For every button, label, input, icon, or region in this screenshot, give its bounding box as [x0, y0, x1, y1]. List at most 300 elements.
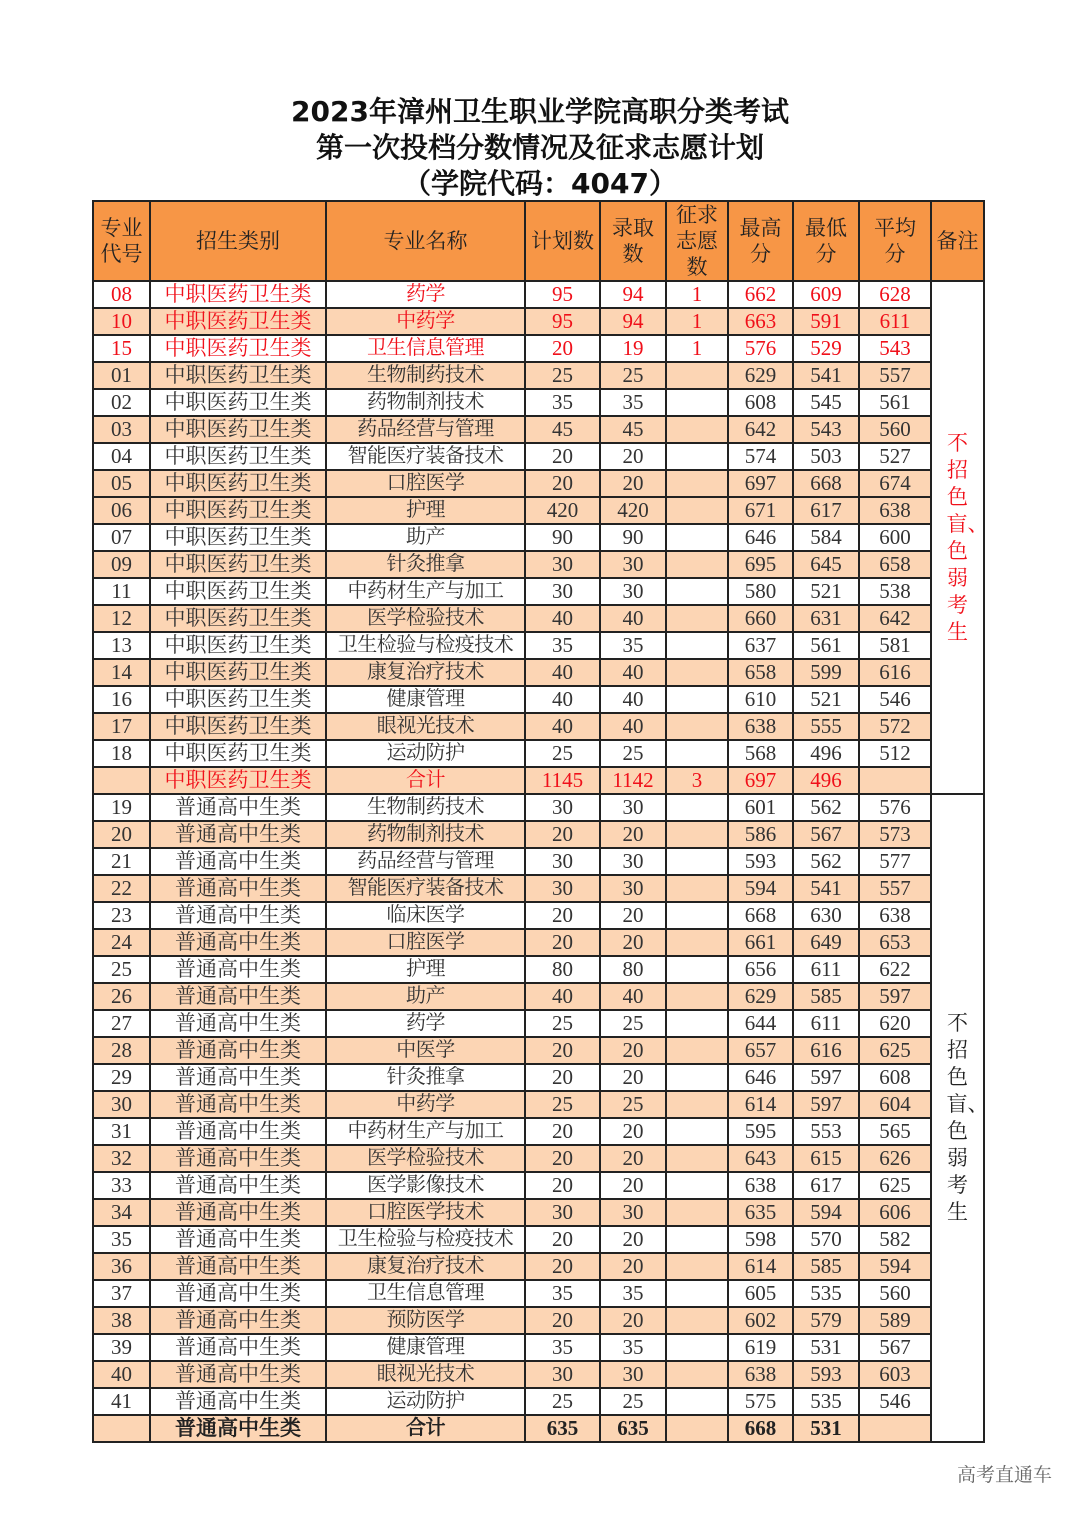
- cell-solicit: [666, 632, 728, 659]
- cell-min: 579: [793, 1307, 859, 1334]
- cell-max: 619: [728, 1334, 793, 1361]
- cell-code: 07: [93, 524, 150, 551]
- cell-avg: 625: [859, 1172, 931, 1199]
- table-row: [93, 794, 984, 821]
- cell-solicit: [666, 1415, 728, 1442]
- cell-category: 普通高中生类: [150, 1388, 326, 1415]
- cell-code: 01: [93, 362, 150, 389]
- cell-solicit: [666, 1091, 728, 1118]
- cell-code: 11: [93, 578, 150, 605]
- cell-category: 中职医药卫生类: [150, 605, 326, 632]
- cell-min: 555: [793, 713, 859, 740]
- cell-max: 614: [728, 1091, 793, 1118]
- cell-max: 662: [728, 281, 793, 308]
- cell-plan: 20: [525, 1145, 600, 1172]
- table-row: [93, 281, 984, 308]
- cell-solicit: [666, 794, 728, 821]
- cell-category: 普通高中生类: [150, 1064, 326, 1091]
- table-row: [93, 929, 984, 956]
- cell-max: 644: [728, 1010, 793, 1037]
- table-row: [93, 1253, 984, 1280]
- cell-max: 668: [728, 902, 793, 929]
- cell-plan: 30: [525, 551, 600, 578]
- cell-category: 中职医药卫生类: [150, 308, 326, 335]
- cell-category: 中职医药卫生类: [150, 686, 326, 713]
- cell-min: 562: [793, 794, 859, 821]
- cell-min: 496: [793, 740, 859, 767]
- cell-min: 616: [793, 1037, 859, 1064]
- cell-plan: 35: [525, 632, 600, 659]
- cell-code: 14: [93, 659, 150, 686]
- cell-major: 健康管理: [326, 686, 525, 713]
- cell-major: 卫生信息管理: [326, 1280, 525, 1307]
- cell-max: 646: [728, 1064, 793, 1091]
- cell-plan: 95: [525, 281, 600, 308]
- cell-min: 617: [793, 1172, 859, 1199]
- cell-max: 643: [728, 1145, 793, 1172]
- cell-code: [93, 1415, 150, 1442]
- cell-code: 25: [93, 956, 150, 983]
- remark-text: 不招色盲、色弱考生: [946, 430, 989, 644]
- cell-plan: 20: [525, 1307, 600, 1334]
- cell-max: 638: [728, 713, 793, 740]
- cell-plan: 35: [525, 389, 600, 416]
- cell-max: 642: [728, 416, 793, 443]
- cell-major: 药物制剂技术: [326, 389, 525, 416]
- cell-solicit: 1: [666, 308, 728, 335]
- cell-max: 593: [728, 848, 793, 875]
- cell-category: 普通高中生类: [150, 983, 326, 1010]
- cell-major: 针灸推拿: [326, 1064, 525, 1091]
- cell-plan: 30: [525, 875, 600, 902]
- admission-score-table: [92, 200, 989, 1443]
- cell-avg: 512: [859, 740, 931, 767]
- cell-category: 普通高中生类: [150, 1226, 326, 1253]
- cell-avg: 653: [859, 929, 931, 956]
- watermark: 高考直通车: [956, 1464, 1052, 1486]
- cell-min: 585: [793, 1253, 859, 1280]
- cell-min: 541: [793, 362, 859, 389]
- cell-admitted: 45: [600, 416, 666, 443]
- cell-avg: 573: [859, 821, 931, 848]
- cell-min: 521: [793, 686, 859, 713]
- cell-min: 611: [793, 956, 859, 983]
- cell-code: 39: [93, 1334, 150, 1361]
- cell-solicit: [666, 983, 728, 1010]
- cell-max: 601: [728, 794, 793, 821]
- cell-plan: 40: [525, 686, 600, 713]
- cell-major: 中医学: [326, 1037, 525, 1064]
- cell-code: 22: [93, 875, 150, 902]
- table-row: [93, 740, 984, 767]
- cell-avg: 546: [859, 1388, 931, 1415]
- cell-category: 普通高中生类: [150, 1010, 326, 1037]
- cell-solicit: [666, 956, 728, 983]
- cell-avg: 582: [859, 1226, 931, 1253]
- cell-min: 562: [793, 848, 859, 875]
- cell-category: 中职医药卫生类: [150, 713, 326, 740]
- cell-major: 医学影像技术: [326, 1172, 525, 1199]
- cell-max: 602: [728, 1307, 793, 1334]
- cell-category: 中职医药卫生类: [150, 362, 326, 389]
- cell-major: 药物制剂技术: [326, 821, 525, 848]
- cell-admitted: 35: [600, 1280, 666, 1307]
- remark-cell: [931, 281, 989, 794]
- cell-admitted: 90: [600, 524, 666, 551]
- cell-solicit: [666, 1307, 728, 1334]
- cell-solicit: [666, 740, 728, 767]
- cell-min: 535: [793, 1388, 859, 1415]
- cell-avg: 594: [859, 1253, 931, 1280]
- cell-major: 生物制药技术: [326, 362, 525, 389]
- cell-plan: 80: [525, 956, 600, 983]
- cell-admitted: 20: [600, 1145, 666, 1172]
- cell-avg: 622: [859, 956, 931, 983]
- cell-major: 眼视光技术: [326, 1361, 525, 1388]
- cell-category: 普通高中生类: [150, 929, 326, 956]
- cell-code: 06: [93, 497, 150, 524]
- cell-avg: 604: [859, 1091, 931, 1118]
- cell-major: 药学: [326, 281, 525, 308]
- cell-plan: 35: [525, 1280, 600, 1307]
- remark-cell: [931, 794, 989, 1442]
- cell-avg: [859, 767, 931, 794]
- cell-admitted: 35: [600, 1334, 666, 1361]
- cell-code: 21: [93, 848, 150, 875]
- cell-category: 普通高中生类: [150, 1280, 326, 1307]
- cell-avg: 538: [859, 578, 931, 605]
- cell-max: 580: [728, 578, 793, 605]
- cell-admitted: 25: [600, 1388, 666, 1415]
- cell-max: 629: [728, 983, 793, 1010]
- cell-major: 口腔医学: [326, 470, 525, 497]
- cell-avg: 557: [859, 362, 931, 389]
- cell-code: 37: [93, 1280, 150, 1307]
- cell-avg: 576: [859, 794, 931, 821]
- cell-major: 护理: [326, 956, 525, 983]
- cell-category: 普通高中生类: [150, 1118, 326, 1145]
- cell-solicit: [666, 1199, 728, 1226]
- cell-major: 康复治疗技术: [326, 659, 525, 686]
- cell-admitted: 20: [600, 1172, 666, 1199]
- table-row: [93, 1307, 984, 1334]
- cell-solicit: [666, 551, 728, 578]
- table-row: [93, 578, 984, 605]
- cell-min: 584: [793, 524, 859, 551]
- cell-code: 24: [93, 929, 150, 956]
- cell-category: 普通高中生类: [150, 1415, 326, 1442]
- cell-major: 药品经营与管理: [326, 416, 525, 443]
- cell-solicit: [666, 929, 728, 956]
- cell-admitted: 25: [600, 1010, 666, 1037]
- cell-category: 中职医药卫生类: [150, 659, 326, 686]
- cell-major: 护理: [326, 497, 525, 524]
- table-row: [93, 1010, 984, 1037]
- cell-min: 541: [793, 875, 859, 902]
- cell-avg: 628: [859, 281, 931, 308]
- cell-code: 38: [93, 1307, 150, 1334]
- cell-major: 医学检验技术: [326, 605, 525, 632]
- cell-min: 496: [793, 767, 859, 794]
- cell-code: 18: [93, 740, 150, 767]
- cell-avg: 527: [859, 443, 931, 470]
- cell-admitted: 35: [600, 632, 666, 659]
- cell-max: 637: [728, 632, 793, 659]
- cell-admitted: 40: [600, 659, 666, 686]
- cell-max: 697: [728, 767, 793, 794]
- cell-avg: 674: [859, 470, 931, 497]
- cell-avg: 616: [859, 659, 931, 686]
- table-row: [93, 443, 984, 470]
- cell-avg: 611: [859, 308, 931, 335]
- total-row: [93, 767, 984, 794]
- table-row: [93, 1118, 984, 1145]
- cell-code: 32: [93, 1145, 150, 1172]
- cell-avg: 589: [859, 1307, 931, 1334]
- cell-admitted: 20: [600, 1226, 666, 1253]
- cell-max: 663: [728, 308, 793, 335]
- cell-category: 普通高中生类: [150, 821, 326, 848]
- cell-max: 568: [728, 740, 793, 767]
- cell-solicit: [666, 1226, 728, 1253]
- cell-solicit: [666, 821, 728, 848]
- cell-code: 27: [93, 1010, 150, 1037]
- header-min: 最低分: [793, 201, 859, 281]
- cell-category: 中职医药卫生类: [150, 335, 326, 362]
- cell-min: 591: [793, 308, 859, 335]
- header-remark: 备注: [931, 201, 984, 281]
- cell-admitted: 20: [600, 929, 666, 956]
- cell-code: 29: [93, 1064, 150, 1091]
- table-row: [93, 389, 984, 416]
- cell-avg: 561: [859, 389, 931, 416]
- cell-category: 普通高中生类: [150, 794, 326, 821]
- cell-major: 智能医疗装备技术: [326, 443, 525, 470]
- title-line-3: （学院代码：4047）: [403, 167, 677, 200]
- cell-code: 17: [93, 713, 150, 740]
- cell-min: 561: [793, 632, 859, 659]
- cell-major: 中药材生产与加工: [326, 578, 525, 605]
- cell-min: 529: [793, 335, 859, 362]
- cell-code: 02: [93, 389, 150, 416]
- table-row: [93, 1064, 984, 1091]
- cell-code: 31: [93, 1118, 150, 1145]
- cell-plan: 20: [525, 902, 600, 929]
- cell-category: 中职医药卫生类: [150, 416, 326, 443]
- cell-plan: 25: [525, 1091, 600, 1118]
- table-row: [93, 902, 984, 929]
- cell-solicit: [666, 1253, 728, 1280]
- cell-solicit: [666, 686, 728, 713]
- cell-avg: 600: [859, 524, 931, 551]
- cell-admitted: 20: [600, 902, 666, 929]
- cell-admitted: 19: [600, 335, 666, 362]
- cell-category: 普通高中生类: [150, 1199, 326, 1226]
- cell-category: 普通高中生类: [150, 1334, 326, 1361]
- cell-category: 普通高中生类: [150, 1037, 326, 1064]
- cell-solicit: [666, 1118, 728, 1145]
- cell-major: 中药材生产与加工: [326, 1118, 525, 1145]
- cell-min: 594: [793, 1199, 859, 1226]
- cell-solicit: [666, 1172, 728, 1199]
- cell-admitted: 30: [600, 848, 666, 875]
- cell-category: 普通高中生类: [150, 1253, 326, 1280]
- cell-major: 卫生信息管理: [326, 335, 525, 362]
- cell-max: 697: [728, 470, 793, 497]
- cell-admitted: 40: [600, 605, 666, 632]
- table-row: [93, 686, 984, 713]
- cell-avg: 603: [859, 1361, 931, 1388]
- cell-plan: 40: [525, 659, 600, 686]
- cell-admitted: 40: [600, 713, 666, 740]
- cell-max: 635: [728, 1199, 793, 1226]
- cell-avg: 606: [859, 1199, 931, 1226]
- cell-code: 35: [93, 1226, 150, 1253]
- cell-min: 599: [793, 659, 859, 686]
- cell-min: 609: [793, 281, 859, 308]
- cell-max: 660: [728, 605, 793, 632]
- cell-min: 611: [793, 1010, 859, 1037]
- cell-avg: 560: [859, 416, 931, 443]
- cell-max: 646: [728, 524, 793, 551]
- cell-major: 医学检验技术: [326, 1145, 525, 1172]
- cell-plan: 30: [525, 578, 600, 605]
- cell-solicit: [666, 389, 728, 416]
- cell-avg: 577: [859, 848, 931, 875]
- cell-code: 05: [93, 470, 150, 497]
- cell-admitted: 20: [600, 470, 666, 497]
- cell-major: 助产: [326, 524, 525, 551]
- cell-plan: 20: [525, 1226, 600, 1253]
- cell-plan: 420: [525, 497, 600, 524]
- cell-major: 助产: [326, 983, 525, 1010]
- table-row: [93, 335, 984, 362]
- cell-avg: 572: [859, 713, 931, 740]
- cell-min: 553: [793, 1118, 859, 1145]
- cell-solicit: [666, 1064, 728, 1091]
- cell-admitted: 20: [600, 1037, 666, 1064]
- table-row: [93, 497, 984, 524]
- cell-admitted: 94: [600, 281, 666, 308]
- cell-max: 658: [728, 659, 793, 686]
- cell-solicit: [666, 1010, 728, 1037]
- cell-plan: 20: [525, 1118, 600, 1145]
- table-row: [93, 1037, 984, 1064]
- cell-admitted: 40: [600, 686, 666, 713]
- total-row: [93, 1415, 984, 1442]
- cell-major: 预防医学: [326, 1307, 525, 1334]
- cell-avg: 642: [859, 605, 931, 632]
- cell-max: 575: [728, 1388, 793, 1415]
- cell-major: 卫生检验与检疫技术: [326, 632, 525, 659]
- title-line-2: 第一次投档分数情况及征求志愿计划: [315, 131, 764, 164]
- cell-avg: [859, 1415, 931, 1442]
- cell-code: [93, 767, 150, 794]
- cell-min: 585: [793, 983, 859, 1010]
- table-row: [93, 551, 984, 578]
- cell-plan: 40: [525, 605, 600, 632]
- cell-plan: 40: [525, 713, 600, 740]
- cell-plan: 30: [525, 1361, 600, 1388]
- cell-code: 23: [93, 902, 150, 929]
- cell-avg: 597: [859, 983, 931, 1010]
- cell-avg: 658: [859, 551, 931, 578]
- cell-plan: 25: [525, 1010, 600, 1037]
- cell-category: 普通高中生类: [150, 1091, 326, 1118]
- table-row: [93, 983, 984, 1010]
- cell-min: 521: [793, 578, 859, 605]
- cell-min: 543: [793, 416, 859, 443]
- cell-admitted: 35: [600, 389, 666, 416]
- cell-avg: 581: [859, 632, 931, 659]
- cell-avg: 638: [859, 497, 931, 524]
- cell-admitted: 20: [600, 1118, 666, 1145]
- cell-solicit: [666, 848, 728, 875]
- cell-plan: 25: [525, 740, 600, 767]
- cell-admitted: 420: [600, 497, 666, 524]
- table-row: [93, 659, 984, 686]
- cell-max: 586: [728, 821, 793, 848]
- table-row: [93, 632, 984, 659]
- cell-code: 19: [93, 794, 150, 821]
- cell-admitted: 25: [600, 740, 666, 767]
- cell-min: 615: [793, 1145, 859, 1172]
- cell-admitted: 20: [600, 1064, 666, 1091]
- cell-min: 531: [793, 1415, 859, 1442]
- cell-solicit: 1: [666, 281, 728, 308]
- cell-code: 08: [93, 281, 150, 308]
- cell-plan: 30: [525, 848, 600, 875]
- cell-major: 中药学: [326, 308, 525, 335]
- table-row: [93, 1145, 984, 1172]
- cell-code: 41: [93, 1388, 150, 1415]
- cell-max: 661: [728, 929, 793, 956]
- cell-min: 567: [793, 821, 859, 848]
- cell-avg: 608: [859, 1064, 931, 1091]
- cell-category: 中职医药卫生类: [150, 551, 326, 578]
- cell-solicit: 1: [666, 335, 728, 362]
- cell-plan: 25: [525, 1388, 600, 1415]
- cell-solicit: [666, 497, 728, 524]
- header-max: 最高分: [728, 201, 793, 281]
- cell-avg: 638: [859, 902, 931, 929]
- table-row: [93, 308, 984, 335]
- cell-plan: 1145: [525, 767, 600, 794]
- cell-plan: 20: [525, 335, 600, 362]
- cell-major: 口腔医学技术: [326, 1199, 525, 1226]
- cell-max: 576: [728, 335, 793, 362]
- cell-plan: 20: [525, 1172, 600, 1199]
- cell-category: 中职医药卫生类: [150, 524, 326, 551]
- cell-code: 04: [93, 443, 150, 470]
- cell-min: 531: [793, 1334, 859, 1361]
- cell-solicit: [666, 875, 728, 902]
- cell-max: 574: [728, 443, 793, 470]
- cell-plan: 35: [525, 1334, 600, 1361]
- cell-major: 针灸推拿: [326, 551, 525, 578]
- cell-admitted: 30: [600, 551, 666, 578]
- cell-max: 598: [728, 1226, 793, 1253]
- cell-plan: 20: [525, 929, 600, 956]
- cell-category: 中职医药卫生类: [150, 281, 326, 308]
- cell-category: 普通高中生类: [150, 1361, 326, 1388]
- cell-max: 605: [728, 1280, 793, 1307]
- table-row: [93, 875, 984, 902]
- cell-max: 608: [728, 389, 793, 416]
- cell-plan: 20: [525, 1037, 600, 1064]
- cell-solicit: [666, 470, 728, 497]
- cell-major: 中药学: [326, 1091, 525, 1118]
